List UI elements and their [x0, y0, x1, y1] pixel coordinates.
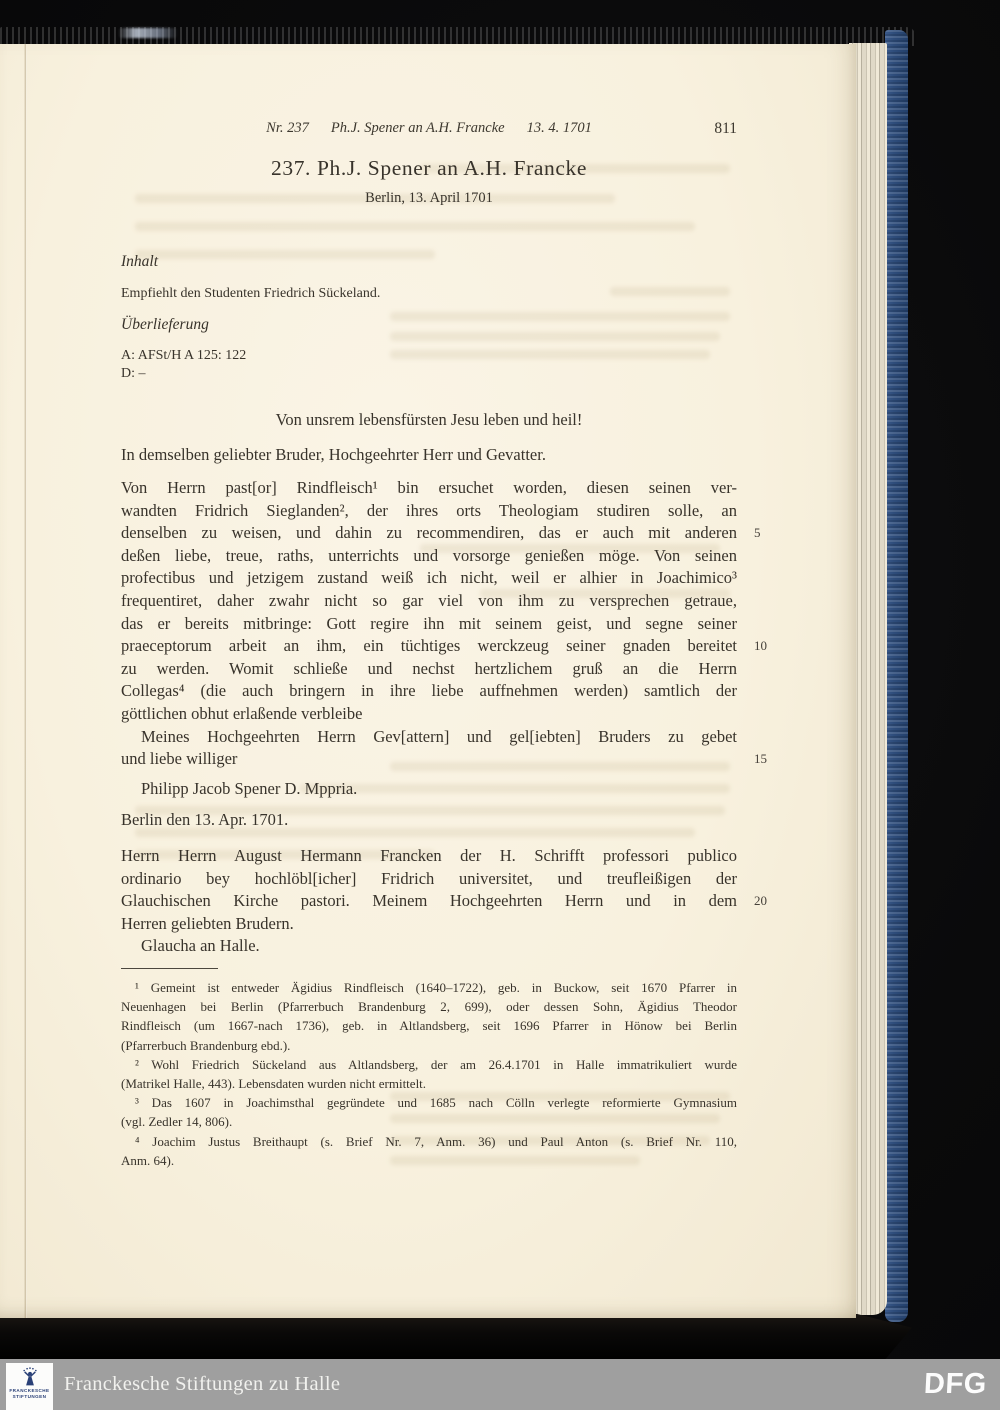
- text-line: göttlichen obhut erlaßende verbleibe: [121, 703, 363, 723]
- text-line: praeceptorum arbeit an ihm, ein tüchtiges werckzeug seiner gnaden bereitet 10: [121, 635, 737, 658]
- book-page: [0, 44, 856, 1318]
- inhalt-text: Empfiehlt den Studenten Friedrich Sückeland.: [121, 286, 381, 301]
- text-line: Anm. 64).: [121, 1152, 175, 1168]
- text-line: deßen liebe, treue, raths, unterrichts und vorsorge genießen möge. Von seinen: [121, 545, 737, 565]
- text-line: wandten Fridrich Sieglanden², der ihres orts Theologiam studiren solle, an: [121, 500, 737, 520]
- footer-institution-label: Franckesche Stiftungen zu Halle: [64, 1373, 341, 1395]
- margin-line-number: 10: [754, 638, 767, 654]
- text-line: ordinario bey hochlöbl[icher] Fridrich universitet, und treufleißigen der: [121, 868, 737, 888]
- running-head: [121, 120, 737, 140]
- letter-salutation: Von unsrem lebensfürsten Jesu leben und heil!: [275, 410, 583, 429]
- text-line: zu werden. Womit schließe und nechst hertzlichem gruß an die Herrn: [121, 658, 737, 678]
- text-line: Glauchischen Kirche pastori. Meinem Hochgeehrten Herrn und in dem 20: [121, 890, 737, 913]
- viewer-footer-bar: [0, 1359, 1000, 1410]
- text-line: ³ Das 1607 in Joachimsthal gegründete und 1685 nach Cölln verlegte reformierte Gymnasium: [135, 1095, 737, 1111]
- text-line: ² Wohl Friedrich Sückeland aus Altlandsberg, der am 26.4.1701 in Halle immatrikuliert wurde: [135, 1056, 737, 1072]
- bleed-through-ghost: [135, 250, 435, 259]
- running-head-title: Ph.J. Spener an A.H. Francke: [330, 120, 505, 136]
- cover-frayed-spot: [118, 28, 178, 38]
- text-line: (Pfarrerbuch Brandenburg ebd.).: [121, 1037, 291, 1053]
- letter-greeting: In demselben geliebter Bruder, Hochgeehrter Herr und Gevatter.: [121, 445, 546, 464]
- francke-figure-icon: [17, 1366, 43, 1388]
- bleed-through-ghost: [390, 312, 730, 321]
- text-line: frequentiret, daher zwahr nicht so gar viel von ihm zu versprechen getraue,: [121, 590, 737, 610]
- text-line: Glaucha an Halle.: [141, 936, 260, 956]
- text-line: ⁴ Joachim Justus Breithaupt (s. Brief Nr. 7, Anm. 36) und Paul Anton (s. Brief Nr. 110,: [135, 1133, 737, 1149]
- book-bottom-shadow: [0, 1314, 912, 1360]
- ueberlieferung-heading: Überlieferung: [121, 316, 209, 333]
- page-number: 811: [714, 120, 737, 137]
- text-line: Neuenhagen bei Berlin (Pfarrerbuch Brandenburg 2, 699), oder dessen Sohn, Ägidius Theodor: [121, 999, 737, 1015]
- text-line: profectibus und jetzigem zustand weiß ich nicht, weil er alhier in Joachimico³: [121, 568, 737, 588]
- dfg-logo: DFG: [923, 1368, 988, 1400]
- bleed-through-ghost: [390, 332, 720, 341]
- text-line: Herrn Herrn August Hermann Francken der H. Schrifft professori publico: [121, 845, 737, 865]
- text-line: Von Herrn past[or] Rindfleisch¹ bin ersuchet worden, diesen seinen ver-: [121, 478, 737, 497]
- logo-wordmark: [9, 1388, 49, 1399]
- transmission-line-d: D: –: [121, 366, 146, 381]
- inhalt-heading: Inhalt: [121, 253, 159, 270]
- text-line: denselben zu weisen, und dahin zu recommendiren, das er auch mit anderen 5: [121, 522, 737, 545]
- page-gutter-crease: [24, 44, 27, 1318]
- letter-body: [121, 477, 767, 958]
- text-line: (Matrikel Halle, 443). Lebensdaten wurden nicht ermittelt.: [121, 1075, 427, 1091]
- running-head-number: Nr. 237: [266, 120, 309, 136]
- franckesche-stiftungen-logo: [6, 1363, 53, 1410]
- margin-line-number: 15: [754, 751, 767, 767]
- text-line: das er bereits mitbringe: Gott regire ihn mit seinem geist, und segne seiner: [121, 613, 737, 633]
- transmission-line-a: A: AFSt/H A 125: 122: [121, 348, 247, 363]
- bleed-through-ghost: [135, 222, 695, 231]
- footnotes: [121, 978, 737, 1170]
- bleed-through-ghost: [390, 350, 710, 359]
- bleed-through-ghost: [610, 287, 730, 296]
- text-line: (vgl. Zedler 14, 806).: [121, 1114, 233, 1130]
- text-line: Philipp Jacob Spener D. Mppria.: [141, 778, 358, 798]
- text-line: und liebe williger 15: [121, 748, 737, 771]
- footnote-separator: [121, 968, 218, 969]
- text-line: Rindfleisch (um 1667-nach 1736), geb. in Altlandsberg, seit 1696 Pfarrer in Hönow bei Berlin: [121, 1018, 737, 1034]
- letter-dateline: Berlin, 13. April 1701: [365, 190, 493, 206]
- letter-title: 237. Ph.J. Spener an A.H. Francke: [271, 156, 587, 180]
- margin-line-number: 5: [754, 525, 761, 541]
- logo-line-2: STIFTUNGEN: [12, 1393, 47, 1399]
- text-line: Berlin den 13. Apr. 1701.: [121, 810, 289, 830]
- text-line: Herren geliebten Brudern.: [121, 913, 294, 933]
- text-line: ¹ Gemeint ist entweder Ägidius Rindfleisch (1640–1722), geb. in Buckow, seit 1670 Pfarrer in: [135, 980, 737, 995]
- text-line: Collegas⁴ (die auch bringern in ihre liebe auffnehmen werden) samtlich der: [121, 681, 737, 701]
- book-cover-right-edge: [885, 30, 908, 1322]
- margin-line-number: 20: [754, 893, 767, 909]
- text-line: Meines Hochgeehrten Herrn Gev[attern] und gel[iebten] Bruders zu gebet: [141, 726, 737, 746]
- cover-weave-texture: [885, 30, 908, 1322]
- running-head-date: 13. 4. 1701: [526, 120, 592, 136]
- logo-line-1: FRANCKESCHE: [9, 1388, 50, 1393]
